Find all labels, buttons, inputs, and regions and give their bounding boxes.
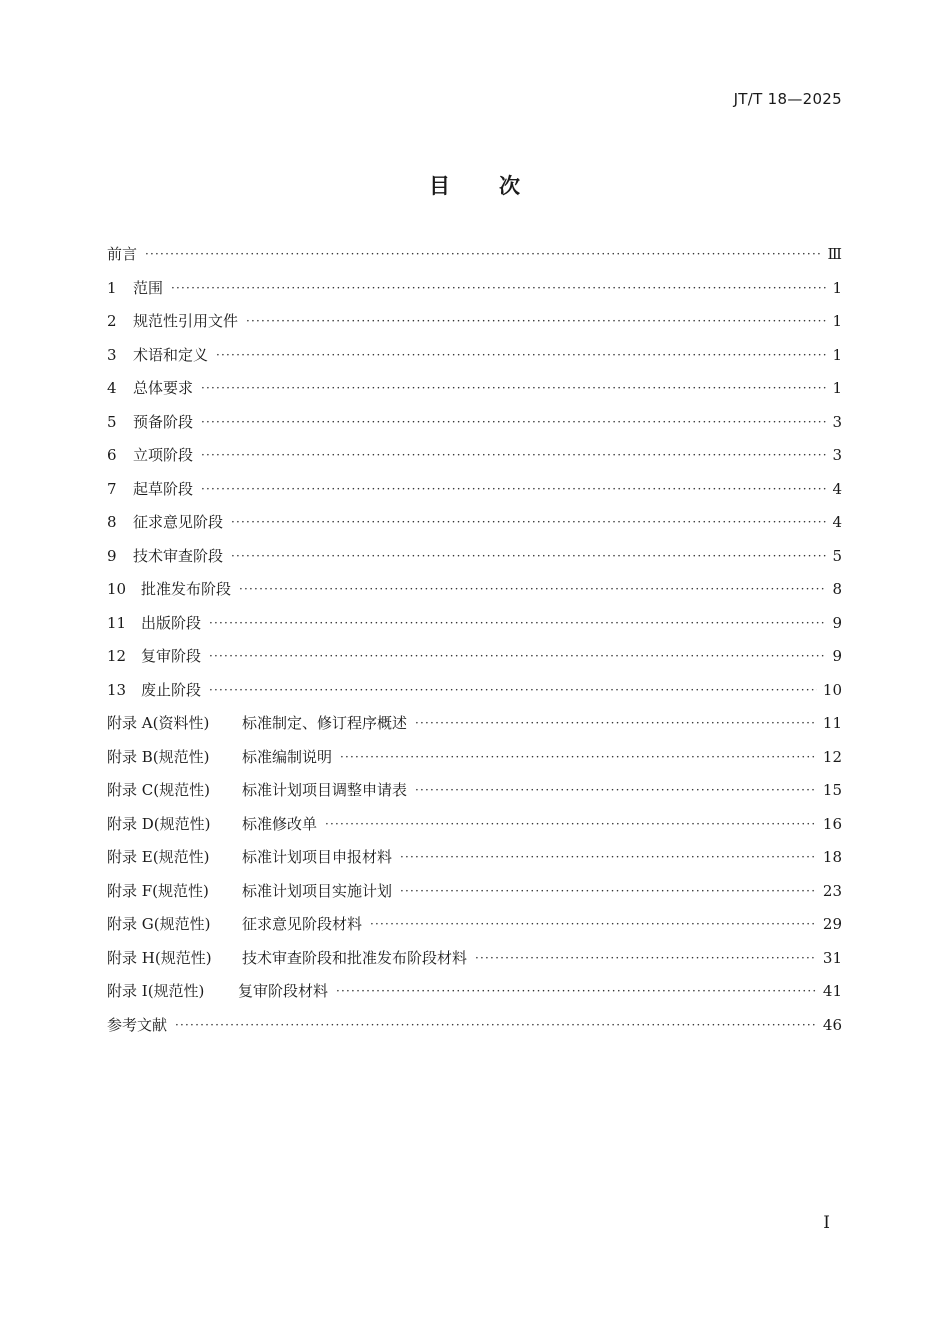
toc-entry-page: 1 (832, 278, 842, 297)
toc-entry-page: 4 (832, 513, 842, 531)
toc-entry-number: 8 (107, 513, 117, 531)
toc-entry-number: 附录 A(资料性) (107, 714, 210, 732)
toc-entry-number: 9 (107, 546, 117, 565)
toc-entry-label: 复审阶段 (141, 647, 202, 665)
toc-entry-page: 41 (822, 982, 842, 1000)
toc-entry-number: 10 (107, 580, 127, 598)
toc-entry-13[interactable] (107, 679, 842, 713)
title-char-2: 次 (499, 174, 521, 198)
toc-entry-label: 起草阶段 (133, 479, 194, 498)
toc-entry-3[interactable] (107, 344, 842, 378)
toc-entry-page: 12 (822, 747, 842, 766)
title-char-1: 目 (429, 174, 451, 198)
toc-entry-12[interactable] (107, 645, 842, 679)
toc-entry-page: 1 (832, 379, 842, 397)
toc-entry-number: 附录 F(规范性) (107, 881, 209, 900)
toc-entry-appendix-a[interactable] (107, 712, 842, 746)
toc-entry-label: 征求意见阶段材料 (242, 915, 363, 933)
toc-entry-appendix-h[interactable] (107, 947, 842, 981)
toc-entry-page: 11 (822, 714, 842, 732)
toc-entry-page: Ⅲ (827, 245, 842, 263)
toc-entry-appendix-e[interactable] (107, 846, 842, 880)
toc-entry-page: 23 (822, 881, 842, 900)
toc-entry-page: 10 (822, 680, 842, 699)
toc-entry-label: 预备阶段 (133, 412, 194, 431)
toc-entry-number: 3 (107, 345, 117, 364)
toc-entry-number: 13 (107, 680, 127, 699)
toc-entry-10[interactable] (107, 578, 842, 612)
toc-entry-page: 31 (822, 948, 842, 967)
toc-entry-label: 征求意见阶段 (133, 513, 224, 531)
toc-entry-label: 标准修改单 (242, 814, 318, 833)
toc-entry-label: 范围 (133, 278, 164, 297)
toc-entry-label: 前言 (107, 245, 138, 263)
toc-entry-page: 16 (822, 814, 842, 833)
toc-entry-label: 废止阶段 (141, 680, 202, 699)
toc-leader-dots (246, 310, 826, 332)
toc-entry-page: 15 (822, 781, 842, 799)
toc-entry-label: 总体要求 (133, 379, 194, 397)
toc-leader-dots (325, 813, 817, 835)
toc-entry-4[interactable] (107, 377, 842, 411)
toc-entry-11[interactable] (107, 612, 842, 646)
toc-entry-bibliography[interactable] (107, 1014, 842, 1048)
toc-entry-number: 附录 E(规范性) (107, 848, 210, 866)
toc-entry-label: 参考文献 (107, 1015, 168, 1034)
toc-entry-number: 附录 I(规范性) (107, 982, 205, 1000)
toc-leader-dots (231, 545, 826, 567)
toc-entry-page: 46 (822, 1015, 842, 1034)
toc-entry-8[interactable] (107, 511, 842, 545)
toc-leader-dots (231, 511, 826, 533)
toc-entry-label: 立项阶段 (133, 446, 194, 464)
toc-leader-dots (171, 277, 826, 299)
page-title (0, 170, 950, 200)
toc-entry-page: 4 (832, 479, 842, 498)
toc-leader-dots (239, 578, 826, 600)
toc-leader-dots (209, 679, 817, 701)
toc-leader-dots (209, 612, 826, 634)
toc-entry-appendix-c[interactable] (107, 779, 842, 813)
toc-entry-number: 2 (107, 312, 117, 330)
toc-leader-dots (201, 478, 826, 500)
toc-leader-dots (415, 779, 817, 801)
toc-entry-appendix-g[interactable] (107, 913, 842, 947)
toc-entry-label: 规范性引用文件 (133, 312, 239, 330)
toc-entry-appendix-f[interactable] (107, 880, 842, 914)
toc-entry-1[interactable] (107, 277, 842, 311)
toc-entry-9[interactable] (107, 545, 842, 579)
toc-leader-dots (415, 712, 817, 734)
toc-entry-number: 附录 H(规范性) (107, 948, 212, 967)
toc-entry-page: 1 (832, 312, 842, 330)
toc-entry-5[interactable] (107, 411, 842, 445)
toc-entry-page: 5 (832, 546, 842, 565)
toc-entry-number: 附录 D(规范性) (107, 814, 211, 833)
toc-entry-number: 附录 C(规范性) (107, 781, 210, 799)
toc-entry-number: 1 (107, 278, 117, 297)
toc-entry-6[interactable] (107, 444, 842, 478)
toc-entry-label: 技术审查阶段 (133, 546, 224, 565)
standard-code: JT/T 18—2025 (733, 90, 842, 108)
toc-entry-number: 7 (107, 479, 117, 498)
toc-entry-page: 3 (832, 446, 842, 464)
toc-entry-label: 出版阶段 (141, 613, 202, 632)
toc-entry-label: 标准计划项目实施计划 (242, 881, 393, 900)
toc-entry-label: 标准计划项目申报材料 (242, 848, 393, 866)
toc-entry-page: 3 (832, 412, 842, 431)
toc-entry-page: 8 (832, 580, 842, 598)
toc-leader-dots (475, 947, 817, 969)
toc-leader-dots (336, 980, 817, 1002)
toc-leader-dots (145, 243, 822, 265)
toc-entry-label: 标准计划项目调整申请表 (242, 781, 408, 799)
toc-leader-dots (216, 344, 826, 366)
toc-entry-2[interactable] (107, 310, 842, 344)
toc-entry-number: 6 (107, 446, 117, 464)
toc-leader-dots (340, 746, 817, 768)
toc-entry-page: 9 (832, 647, 842, 665)
toc-entry-number: 5 (107, 412, 117, 431)
toc-leader-dots (209, 645, 826, 667)
toc-entry-page: 9 (832, 613, 842, 632)
toc-leader-dots (175, 1014, 817, 1036)
toc-entry-page: 29 (822, 915, 842, 933)
toc-entry-number: 4 (107, 379, 117, 397)
toc-entry-label: 技术审查阶段和批准发布阶段材料 (242, 948, 468, 967)
toc-entry-label: 标准编制说明 (242, 747, 333, 766)
toc-entry-appendix-b[interactable] (107, 746, 842, 780)
toc-leader-dots (400, 846, 817, 868)
toc-entry-page: 1 (832, 345, 842, 364)
toc-entry-page: 18 (822, 848, 842, 866)
toc-entry-label: 标准制定、修订程序概述 (242, 714, 408, 732)
toc-leader-dots (400, 880, 817, 902)
toc-entry-7[interactable] (107, 478, 842, 512)
toc-leader-dots (201, 444, 826, 466)
page-number: Ⅰ (823, 1213, 830, 1233)
toc-entry-label: 批准发布阶段 (141, 580, 232, 598)
toc-entry-appendix-i[interactable] (107, 980, 842, 1014)
toc-entry-appendix-d[interactable] (107, 813, 842, 847)
table-of-contents (107, 243, 842, 1047)
toc-entry-number: 12 (107, 647, 127, 665)
toc-leader-dots (201, 411, 826, 433)
toc-entry-label: 复审阶段材料 (238, 982, 329, 1000)
toc-entry-number: 附录 B(规范性) (107, 747, 210, 766)
toc-entry-foreword[interactable] (107, 243, 842, 277)
toc-leader-dots (370, 913, 817, 935)
toc-leader-dots (201, 377, 826, 399)
toc-entry-number: 11 (107, 613, 127, 632)
toc-entry-number: 附录 G(规范性) (107, 915, 211, 933)
toc-entry-label: 术语和定义 (133, 345, 209, 364)
